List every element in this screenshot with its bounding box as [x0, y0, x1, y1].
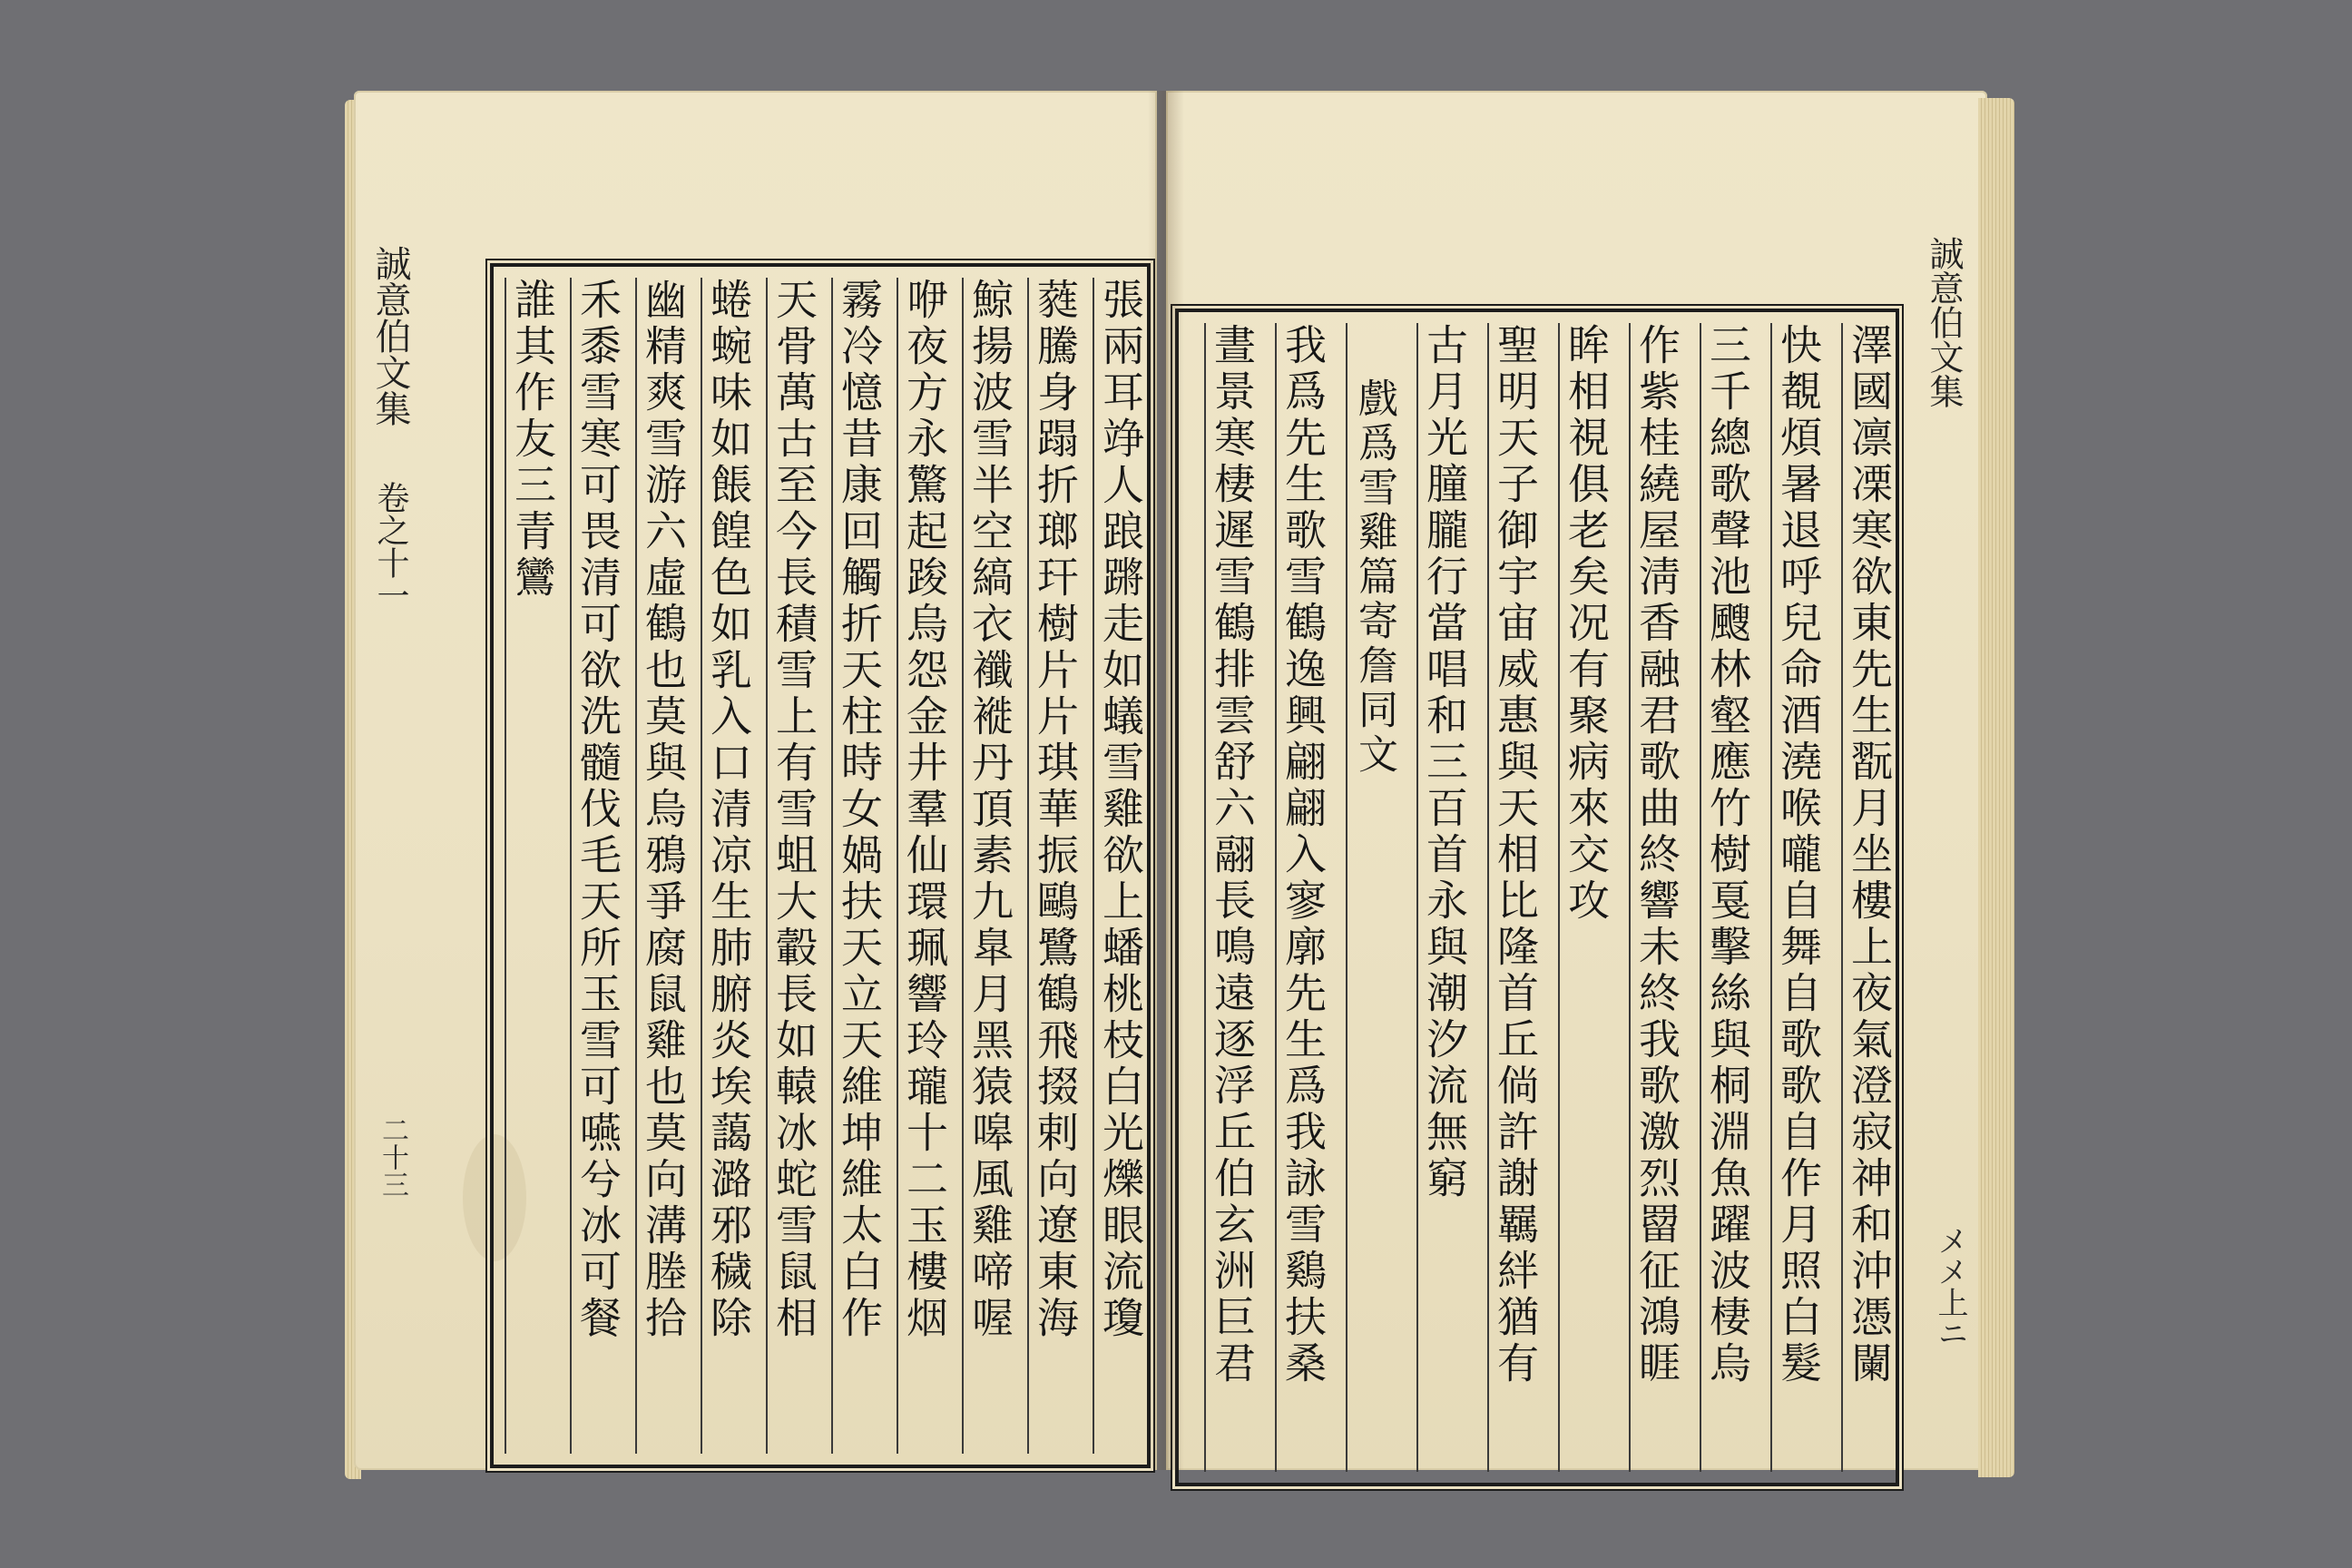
text-column: 蕤騰身蹋折瑯玕樹片片琪華振鷗鷺鶴飛掇剌向遼東海 — [1027, 278, 1082, 1454]
text-column: 三千總歌聲池颼林壑應竹樹戛擊絲與桐淵魚躍波棲烏 — [1700, 323, 1754, 1472]
open-book — [345, 91, 2005, 1506]
right-folio-number: メメ上ニ — [1932, 1225, 1968, 1348]
text-column: 咿夜方永驚起踆烏怨金井羣仙環珮響玲瓏十二玉樓烟 — [897, 278, 951, 1454]
text-column: 霧冷憶昔康回觸折天柱時女媧扶天立天維坤維太白作 — [831, 278, 886, 1454]
text-column: 鯨揚波雪半空縞衣襳褷丹頂素九臯月黑猿嗥風雞啼喔 — [962, 278, 1016, 1454]
left-text-frame — [490, 263, 1151, 1468]
text-column: 我爲先生歌雪鶴逸興翩翩入寥廓先生爲我詠雪鷄扶桑 — [1275, 323, 1329, 1472]
text-column: 蜷蜿味如餦餭色如乳入口清凉生肺腑炎埃藹潞邪穢除 — [701, 278, 755, 1454]
text-column: 眸相視俱老矣况有聚病來交攻 — [1558, 323, 1612, 1472]
text-column: 天骨萬古至今長積雪上有雪蛆大轂長如轅冰蛇雪鼠相 — [766, 278, 820, 1454]
text-column: 澤國凛凓寒欲東先生翫月坐樓上夜氣澄寂神和沖憑闌 — [1841, 323, 1896, 1472]
text-column: 古月光朣朧行當唱和三百首永與潮汐流無窮 — [1416, 323, 1471, 1472]
text-column: 張兩耳竫人踉蹡走如蟻雪雞欲上蟠桃枝白光爍眼流瓊 — [1093, 278, 1147, 1454]
text-column: 誰其作友三青鸞 — [505, 278, 559, 1454]
right-page — [1166, 91, 1987, 1470]
left-folio-number: 二十三 — [377, 1116, 408, 1198]
poem-title: 戲爲雪雞篇寄詹同文 — [1346, 323, 1400, 1472]
text-column: 聖明天子御宇宙威惠與天相比隆首丘倘許謝羈絆猶有 — [1487, 323, 1542, 1472]
right-text-frame — [1175, 309, 1899, 1486]
text-column: 作紫桂繞屋淸香融君歌曲終響未終我歌激烈罶征鴻睚 — [1629, 323, 1683, 1472]
right-margin-title: 誠意伯文集 — [1924, 236, 1964, 408]
text-column: 幽精爽雪游六虛鶴也莫與烏鴉爭腐鼠雞也莫向溝塍拾 — [635, 278, 690, 1454]
volume-label: 卷之十一 — [372, 481, 409, 612]
book-gutter — [1148, 91, 1184, 1470]
text-column: 快覩煩暑退呼兒命酒澆喉嚨自舞自歌歌自作月照白髮 — [1770, 323, 1825, 1472]
left-margin-title: 誠意伯文集 — [369, 245, 411, 426]
left-page — [354, 91, 1157, 1470]
text-column: 禾黍雪寒可畏清可欲洗髓伐毛天所玉雪可嚥兮冰可餐 — [570, 278, 624, 1454]
text-column: 晝景寒棲遲雪鶴排雲舒六翮長鳴遠逐浮丘伯玄洲巨君 — [1204, 323, 1259, 1472]
right-page-edge — [1978, 98, 2014, 1477]
